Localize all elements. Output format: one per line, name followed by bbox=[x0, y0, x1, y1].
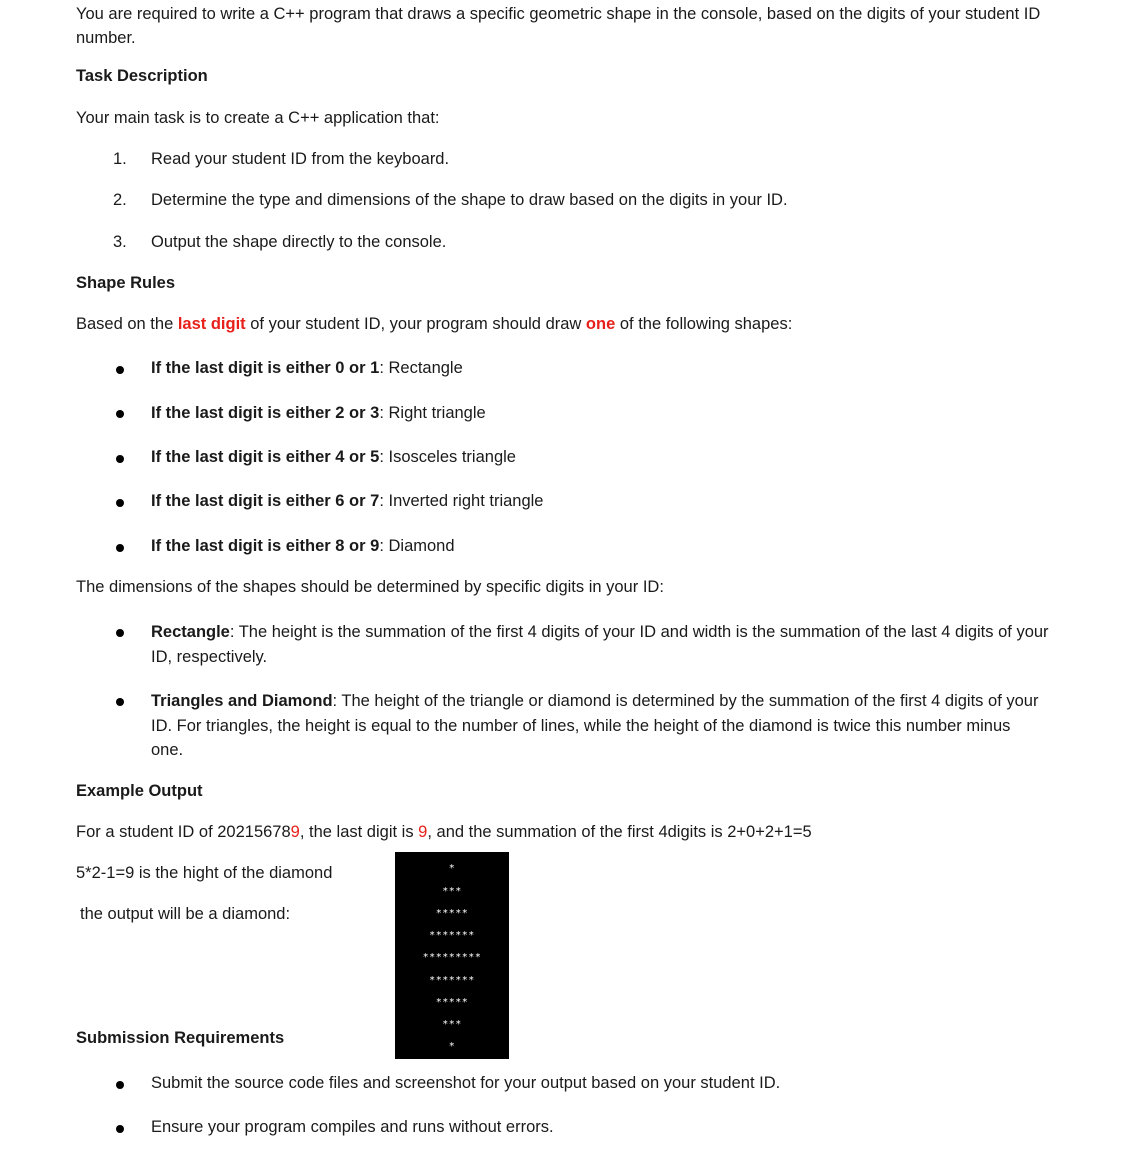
rule-condition: If the last digit is either 4 or 5 bbox=[151, 448, 380, 466]
rule-condition: If the last digit is either 2 or 3 bbox=[151, 404, 380, 422]
bullet-icon bbox=[116, 410, 124, 418]
bullet-icon bbox=[116, 1125, 124, 1133]
example-text: , the last digit is bbox=[299, 823, 419, 841]
rule-condition: If the last digit is either 6 or 7 bbox=[151, 492, 380, 510]
bullet-icon bbox=[116, 698, 124, 706]
rule-item bbox=[151, 404, 486, 423]
shape-rules-heading: Shape Rules bbox=[76, 274, 176, 292]
console-line: *** bbox=[442, 1019, 462, 1030]
example-line-1 bbox=[76, 823, 812, 842]
last-digit-value: 9 bbox=[418, 823, 428, 841]
console-line: * bbox=[448, 863, 456, 874]
rule-shape: : Diamond bbox=[379, 537, 455, 555]
console-line: ******* bbox=[429, 975, 475, 986]
rule-condition: If the last digit is either 8 or 9 bbox=[151, 537, 380, 555]
dimensions-lead: The dimensions of the shapes should be determined by specific digits in your ID: bbox=[76, 578, 664, 596]
rule-shape: : Right triangle bbox=[379, 404, 486, 422]
console-line: ***** bbox=[435, 997, 469, 1008]
console-line: *** bbox=[442, 886, 462, 897]
id-last-digit: 9 bbox=[290, 823, 300, 841]
rule-shape: : Inverted right triangle bbox=[379, 492, 544, 510]
console-output-image bbox=[395, 852, 509, 1059]
step-number: 2. bbox=[113, 191, 127, 209]
rule-shape: : Isosceles triangle bbox=[379, 448, 516, 466]
rule-item bbox=[151, 448, 516, 467]
rule-item bbox=[151, 537, 455, 556]
step-text: Read your student ID from the keyboard. bbox=[151, 150, 450, 168]
step-text: Output the shape directly to the console. bbox=[151, 233, 447, 251]
bullet-icon bbox=[116, 455, 124, 463]
step-number: 3. bbox=[113, 233, 127, 251]
dimension-text: : The height of the triangle or diamond is determined by the summation of the first 4 digits of your ID. For triangles, the height is equal to the number of lines, while the height of the diamond is twice this number minus one. bbox=[151, 692, 1039, 759]
shape-rules-lead bbox=[76, 315, 792, 334]
last-digit-emphasis: last digit bbox=[177, 315, 246, 333]
intro-paragraph: You are required to write a C++ program that draws a specific geometric shape in the console, based on the digits of your student ID number. bbox=[76, 5, 1041, 47]
rule-item bbox=[151, 492, 543, 511]
bullet-icon bbox=[116, 629, 124, 637]
task-description-heading: Task Description bbox=[76, 67, 208, 85]
console-line: * bbox=[448, 1041, 456, 1052]
lead-text: of your student ID, your program should draw bbox=[245, 315, 586, 333]
console-line: ***** bbox=[435, 908, 469, 919]
submission-heading: Submission Requirements bbox=[76, 1029, 285, 1047]
console-line: ********* bbox=[422, 952, 482, 963]
bullet-icon bbox=[116, 366, 124, 374]
example-output-heading: Example Output bbox=[76, 782, 203, 800]
step-text: Determine the type and dimensions of the shape to draw based on the digits in your ID. bbox=[151, 191, 788, 209]
dimension-item bbox=[151, 620, 1051, 669]
dimension-text: : The height is the summation of the first 4 digits of your ID and width is the summation of the last 4 digits of your ID, respectively. bbox=[151, 623, 1049, 666]
bullet-icon bbox=[116, 544, 124, 552]
rule-shape: : Rectangle bbox=[379, 359, 463, 377]
example-text: , and the summation of the first 4digits is 2+0+2+1=5 bbox=[427, 823, 812, 841]
bullet-icon bbox=[116, 499, 124, 507]
task-lead: Your main task is to create a C++ application that: bbox=[76, 109, 440, 127]
rule-condition: If the last digit is either 0 or 1 bbox=[151, 359, 380, 377]
submission-item: Submit the source code files and screenshot for your output based on your student ID. bbox=[151, 1074, 781, 1092]
lead-text: of the following shapes: bbox=[615, 315, 793, 333]
step-number: 1. bbox=[113, 150, 127, 168]
dimension-term: Rectangle bbox=[151, 623, 230, 641]
example-line-3: the output will be a diamond: bbox=[80, 905, 291, 923]
rule-item bbox=[151, 359, 463, 378]
console-line: ******* bbox=[429, 930, 475, 941]
example-line-2: 5*2-1=9 is the hight of the diamond bbox=[76, 864, 333, 882]
submission-item: Ensure your program compiles and runs without errors. bbox=[151, 1118, 554, 1136]
one-emphasis: one bbox=[585, 315, 616, 333]
bullet-icon bbox=[116, 1081, 124, 1089]
dimension-term: Triangles and Diamond bbox=[151, 692, 333, 710]
lead-text: Based on the bbox=[76, 315, 178, 333]
dimension-item bbox=[151, 689, 1046, 763]
example-text: For a student ID of 20215678 bbox=[76, 823, 291, 841]
